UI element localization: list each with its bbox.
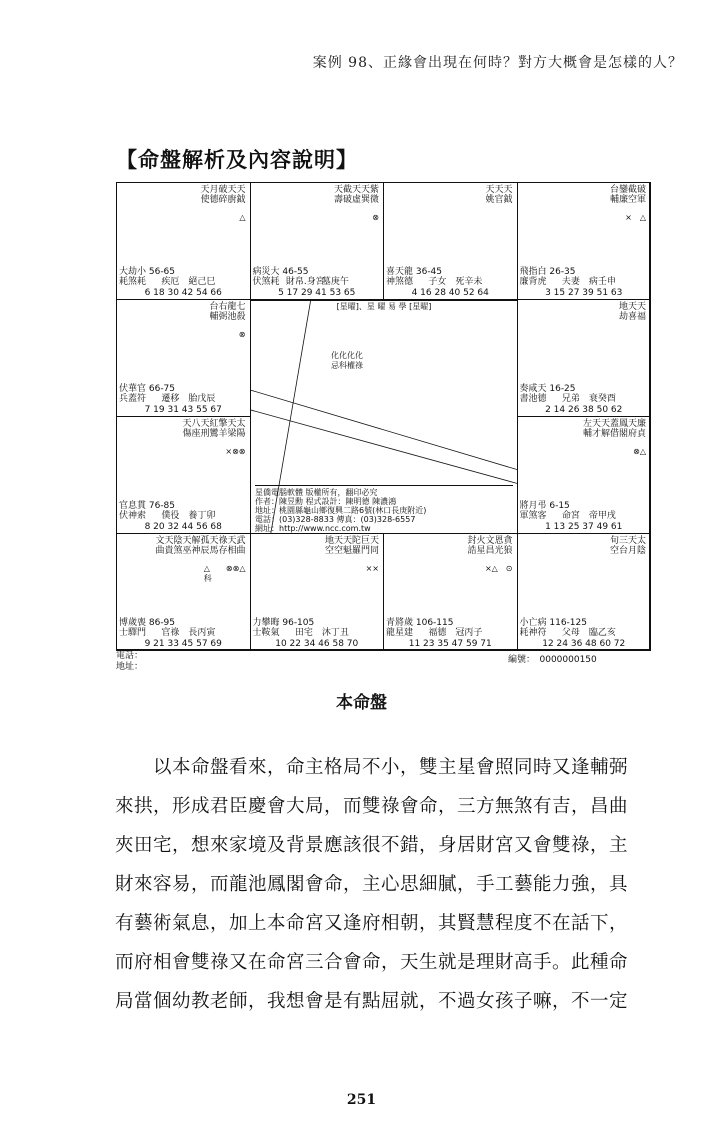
palace-marks: × △ xyxy=(625,213,646,222)
palace-name: 夫妻 xyxy=(561,277,580,287)
palace-name: 福德 xyxy=(428,628,447,638)
palace-left: 青將歲 106-115 xyxy=(386,618,454,628)
palace-branch: 帝甲戌 xyxy=(588,511,616,521)
palace-stars: 天天天 姚官鉞 xyxy=(485,185,513,205)
palace-ages: 5 17 29 41 53 65 xyxy=(278,288,356,298)
palace-branch: 冠丙子 xyxy=(455,628,483,638)
chart-center xyxy=(250,300,518,534)
palace-branch: 病壬申 xyxy=(588,277,616,287)
palace-stars: 地天天陀巨天 空空魁羅門同 xyxy=(324,536,379,556)
palace-cell xyxy=(517,182,652,300)
palace-god: 士鞍氣 xyxy=(252,628,280,638)
palace-marks: ⊗△ xyxy=(633,447,646,456)
palace-god: 兵蓋符 xyxy=(119,394,147,404)
body-line: 夾田宅，想來家境及背景應該很不錯，身居財宮又會雙祿，主 xyxy=(115,835,629,856)
palace-name: 僕役 xyxy=(161,511,180,521)
palace-branch: 臨乙亥 xyxy=(588,628,616,638)
chart-info-line: 網址：http://www.ncc.com.tw xyxy=(255,524,371,533)
palace-god: 耗煞耗 xyxy=(119,277,147,287)
chart-info-line: 作者：陳昱勳 程式設計：陳明德 陳濃鴻 xyxy=(255,497,397,506)
palace-name: 兄弟 xyxy=(561,394,580,404)
palace-marks: ⊗ xyxy=(372,213,379,222)
body-line: 財來容易，而龍池鳳閣會命，主心思細膩，手工藝能力強，具 xyxy=(115,874,629,895)
palace-marks: △ ⊗⊗△ 科 xyxy=(203,564,246,583)
palace-left: 力攀晦 96-105 xyxy=(252,618,315,628)
palace-info xyxy=(253,267,382,287)
palace-god: 軍煞客 xyxy=(519,511,547,521)
palace-stars: 天八天紅擎天太 傷座刑鸞羊梁陽 xyxy=(182,419,246,439)
body-line: 而府相會雙祿又在命宮三合會命，天生就是理財高手。此種命 xyxy=(115,952,629,973)
chart-caption: 本命盤 xyxy=(336,693,387,713)
palace-branch: 墓庚午 xyxy=(321,277,349,287)
palace-branch: 絕己巳 xyxy=(188,277,216,287)
palace-branch: 死辛未 xyxy=(455,277,483,287)
palace-ages: 6 18 30 42 54 66 xyxy=(144,288,222,298)
chart-center-top: [星曜]、星 曜 易 學 [星曜] xyxy=(336,302,432,311)
palace-name: 子女 xyxy=(428,277,447,287)
palace-info xyxy=(119,267,248,287)
palace-name: 命宮 xyxy=(561,511,580,521)
section-title: 【命盤解析及內容說明】 xyxy=(116,148,358,172)
palace-info xyxy=(520,267,649,287)
palace-marks: ×× xyxy=(365,564,379,573)
palace-info xyxy=(520,384,649,404)
palace-god: 伏神索 xyxy=(119,511,147,521)
palace-stars: 封火文恩貪 誥星昌光狼 xyxy=(467,536,513,556)
body-line: 有藝術氣息，加上本命宮又逢府相朝，其賢慧程度不在話下， xyxy=(115,913,629,934)
palace-cell xyxy=(116,533,251,651)
palace-cell xyxy=(383,182,518,300)
palace-marks: ⊗ xyxy=(238,330,246,339)
chart-serial-number: 編號： 0000000150 xyxy=(508,655,597,665)
chart-info-line: 星僑電腦軟體 版權所有，翻印必究 xyxy=(255,488,378,497)
palace-marks: △ xyxy=(239,213,246,222)
palace-cell xyxy=(383,533,518,651)
palace-stars: 旬三天太 空台月陰 xyxy=(609,536,646,556)
running-header: 案例 98、正緣會出現在何時？對方大概會是怎樣的人？ xyxy=(312,55,683,71)
palace-cell xyxy=(250,182,385,300)
palace-cell xyxy=(517,416,652,534)
chart-info-line: 地址：桃園縣龜山鄉復興二路6號(林口長庚附近) xyxy=(255,506,427,515)
palace-left: 飛指白 26-35 xyxy=(519,267,576,277)
palace-info xyxy=(253,618,382,638)
palace-name: 田宅 xyxy=(294,628,313,638)
palace-god: 廉背虎 xyxy=(519,277,547,287)
palace-god: 神煞德 xyxy=(386,277,414,287)
palace-god: 龍星建 xyxy=(386,628,414,638)
palace-marks: ×△ ⊙ xyxy=(484,564,513,573)
chart-info-line: 電話：(03)328-8833 傳真：(03)328-6557 xyxy=(255,515,416,524)
palace-branch: 胎戊辰 xyxy=(188,394,216,404)
palace-ages: 2 14 26 38 50 62 xyxy=(545,405,623,415)
palace-god: 士驛門 xyxy=(119,628,147,638)
palace-left: 將月弔 6-15 xyxy=(519,501,570,511)
palace-left: 博歲喪 86-95 xyxy=(119,618,176,628)
palace-left: 喜天龍 36-45 xyxy=(386,267,443,277)
palace-ages: 11 23 35 47 59 71 xyxy=(408,639,492,649)
chart-center-hua: 化化化化 忌科權祿 xyxy=(331,351,363,370)
palace-stars: 天截天天紫 壽破虛巽微 xyxy=(333,185,379,205)
palace-ages: 10 22 34 46 58 70 xyxy=(275,639,359,649)
palace-stars: 天月破天天 使德碎廚鉞 xyxy=(200,185,246,205)
palace-name: 父母 xyxy=(561,628,580,638)
palace-name: 疾厄 xyxy=(161,277,180,287)
palace-branch: 沐丁丑 xyxy=(321,628,349,638)
palace-info xyxy=(386,267,515,287)
palace-left: 病災大 46-55 xyxy=(252,267,309,277)
chart-center-info xyxy=(255,485,513,533)
palace-info xyxy=(520,501,649,521)
palace-stars: 台右龍七 輔弼池殺 xyxy=(209,302,246,322)
palace-stars: 文天陰天解孤天祿天武 曲貴煞巫神辰馬存相曲 xyxy=(155,536,246,556)
palace-ages: 7 19 31 43 55 67 xyxy=(144,405,222,415)
palace-ages: 3 15 27 39 51 63 xyxy=(545,288,623,298)
palace-ages: 9 21 33 45 57 69 xyxy=(144,639,222,649)
palace-branch: 長丙寅 xyxy=(188,628,216,638)
body-line: 以本命盤看來，命主格局不小，雙主星會照同時又逢輔弼 xyxy=(115,757,629,778)
palace-stars: 左天天蓋鳳天廉 輔才解借閣府貞 xyxy=(582,419,646,439)
palace-god: 書池德 xyxy=(519,394,547,404)
palace-info xyxy=(520,618,649,638)
palace-left: 伏華官 66-75 xyxy=(119,384,176,394)
palace-marks: ×⊗⊗ xyxy=(225,447,246,456)
palace-stars: 台鑾截破 輔廉空軍 xyxy=(609,185,646,205)
palace-info xyxy=(119,618,248,638)
palace-stars: 地天天 劫喜福 xyxy=(618,302,646,322)
palace-cell xyxy=(517,299,652,417)
palace-ages: 12 24 36 48 60 72 xyxy=(542,639,626,649)
palace-cell xyxy=(116,182,251,300)
palace-branch: 衰癸酉 xyxy=(588,394,616,404)
palace-left: 小亡病 116-125 xyxy=(519,618,587,628)
palace-info xyxy=(386,618,515,638)
palace-name: 遷移 xyxy=(161,394,180,404)
palace-name: 官祿 xyxy=(161,628,180,638)
palace-god: 耗神符 xyxy=(519,628,547,638)
body-text xyxy=(115,748,660,1021)
palace-left: 官息貫 76-85 xyxy=(119,501,176,511)
palace-branch: 養丁卯 xyxy=(188,511,216,521)
palace-info xyxy=(119,501,248,521)
palace-cell xyxy=(116,416,251,534)
palace-cell xyxy=(517,533,652,651)
palace-cell xyxy=(250,533,385,651)
palace-left: 奏咸天 16-25 xyxy=(519,384,576,394)
palace-left: 大劫小 56-65 xyxy=(119,267,176,277)
palace-cell xyxy=(116,299,251,417)
palace-info xyxy=(119,384,248,404)
palace-god: 伏煞耗 xyxy=(252,277,280,287)
palace-name: 財帛.身宮 xyxy=(285,277,325,287)
palace-ages: 8 20 32 44 56 68 xyxy=(144,522,222,532)
page-number: 251 xyxy=(346,1092,377,1108)
astrology-chart xyxy=(116,182,650,650)
chart-below-labels: 電話： 地址： xyxy=(116,651,144,672)
body-line: 來拱，形成君臣慶會大局，而雙祿會命，三方無煞有吉，昌曲 xyxy=(115,796,629,817)
body-line: 局當個幼教老師，我想會是有點屈就，不過女孩子嘛，不一定 xyxy=(115,991,629,1012)
palace-ages: 1 13 25 37 49 61 xyxy=(545,522,623,532)
palace-ages: 4 16 28 40 52 64 xyxy=(411,288,489,298)
